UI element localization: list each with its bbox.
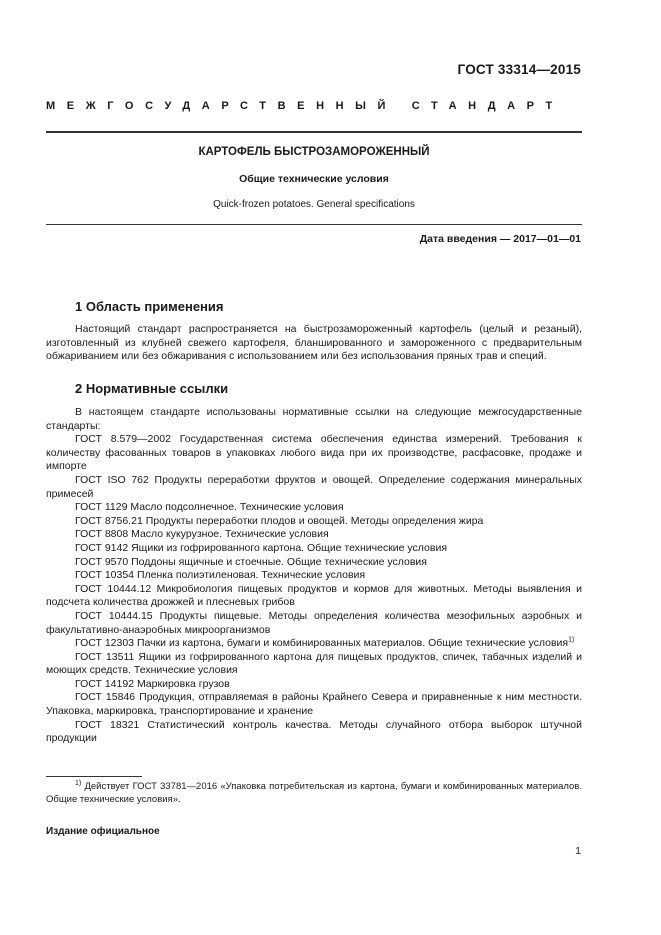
section-1-paragraph: Настоящий стандарт распространяется на быстрозамороженный картофель (целый и резаный), изготовленный из клубней свежего картофеля, бланшированного и замороженного с предварительным обжариванием или без обжаривания с использованием или без использования пряных трав и специй. <box>46 323 582 363</box>
reference-item: ГОСТ 13511 Ящики из гофрированного картона для пищевых продуктов, спичек, табачных изделий и моющих средств. Технические условия <box>46 650 582 677</box>
reference-item: ГОСТ 8808 Масло кукурузное. Технические условия <box>75 528 329 541</box>
reference-item: ГОСТ 14192 Маркировка грузов <box>75 677 230 690</box>
document-code: ГОСТ 33314—2015 <box>457 62 581 77</box>
section-2-body <box>46 406 582 746</box>
standard-title: КАРТОФЕЛЬ БЫСТРОЗАМОРОЖЕННЫЙ <box>198 146 430 158</box>
section-1-heading: 1 Область применения <box>75 299 224 314</box>
official-edition-label: Издание официальное <box>46 826 160 837</box>
footnote-mark: 1) <box>568 636 575 644</box>
reference-item: ГОСТ 10444.12 Микробиология пищевых продуктов и кормов для животных. Методы выявления и подсчета количества дрожжей и плесневых грибов <box>46 582 582 609</box>
reference-item: ГОСТ 1129 Масло подсолнечное. Технические условия <box>75 501 344 514</box>
page-number: 1 <box>575 845 581 857</box>
interstate-standard-label: МЕЖГОСУДАРСТВЕННЫЙ СТАНДАРТ <box>46 100 564 112</box>
standard-subtitle: Общие технические условия <box>239 173 389 185</box>
reference-item: ГОСТ 8.579—2002 Государственная система обеспечения единства измерений. Требования к количеству фасованных товаров в упаковках любого вида при их производстве, расфасовке, продаже и импорте <box>46 433 582 473</box>
footnote-separator <box>46 776 142 777</box>
reference-item: ГОСТ 9142 Ящики из гофрированного картона. Общие технические условия <box>75 541 448 554</box>
reference-item: ГОСТ 9570 Поддоны ящичные и стоечные. Общие технические условия <box>75 555 427 568</box>
reference-item-text: ГОСТ 12303 Пачки из картона, бумаги и комбинированных материалов. Общие технические условия <box>75 637 569 650</box>
header-rule <box>46 131 582 133</box>
reference-item: ГОСТ 10354 Пленка полиэтиленовая. Технические условия <box>75 569 366 582</box>
reference-item: ГОСТ 15846 Продукция, отправляемая в районы Крайнего Севера и приравненные к ним местности. Упаковка, маркировка, транспортирование и хранение <box>46 691 582 718</box>
reference-item-with-footnote <box>46 637 582 651</box>
title-rule <box>46 224 582 225</box>
section-2-heading: 2 Нормативные ссылки <box>75 381 229 396</box>
english-title: Quick-frozen potatoes. General specifications <box>213 199 415 210</box>
section-2-intro: В настоящем стандарте использованы нормативные ссылки на следующие межгосударственные стандарты: <box>46 406 582 432</box>
footnote <box>46 780 582 806</box>
reference-item: ГОСТ 8756.21 Продукты переработки плодов и овощей. Методы определения жира <box>75 514 484 527</box>
reference-item: ГОСТ ISO 762 Продукты переработки фруктов и овощей. Определение содержания минеральных примесей <box>46 473 582 500</box>
reference-item: ГОСТ 10444.15 Продукты пищевые. Методы определения количества мезофильных аэробных и факультативно-анаэробных микроорганизмов <box>46 609 582 636</box>
footnote-mark: 1) <box>75 779 82 787</box>
reference-item: ГОСТ 18321 Статистический контроль качества. Методы случайного отбора выборок штучной продукции <box>46 718 582 745</box>
footnote-text: Действует ГОСТ 33781—2016 «Упаковка потребительская из картона, бумаги и комбинированных материалов. Общие технические условия». <box>46 781 582 805</box>
section-1-body <box>46 323 582 364</box>
introduction-date: Дата введения — 2017—01—01 <box>419 233 581 245</box>
